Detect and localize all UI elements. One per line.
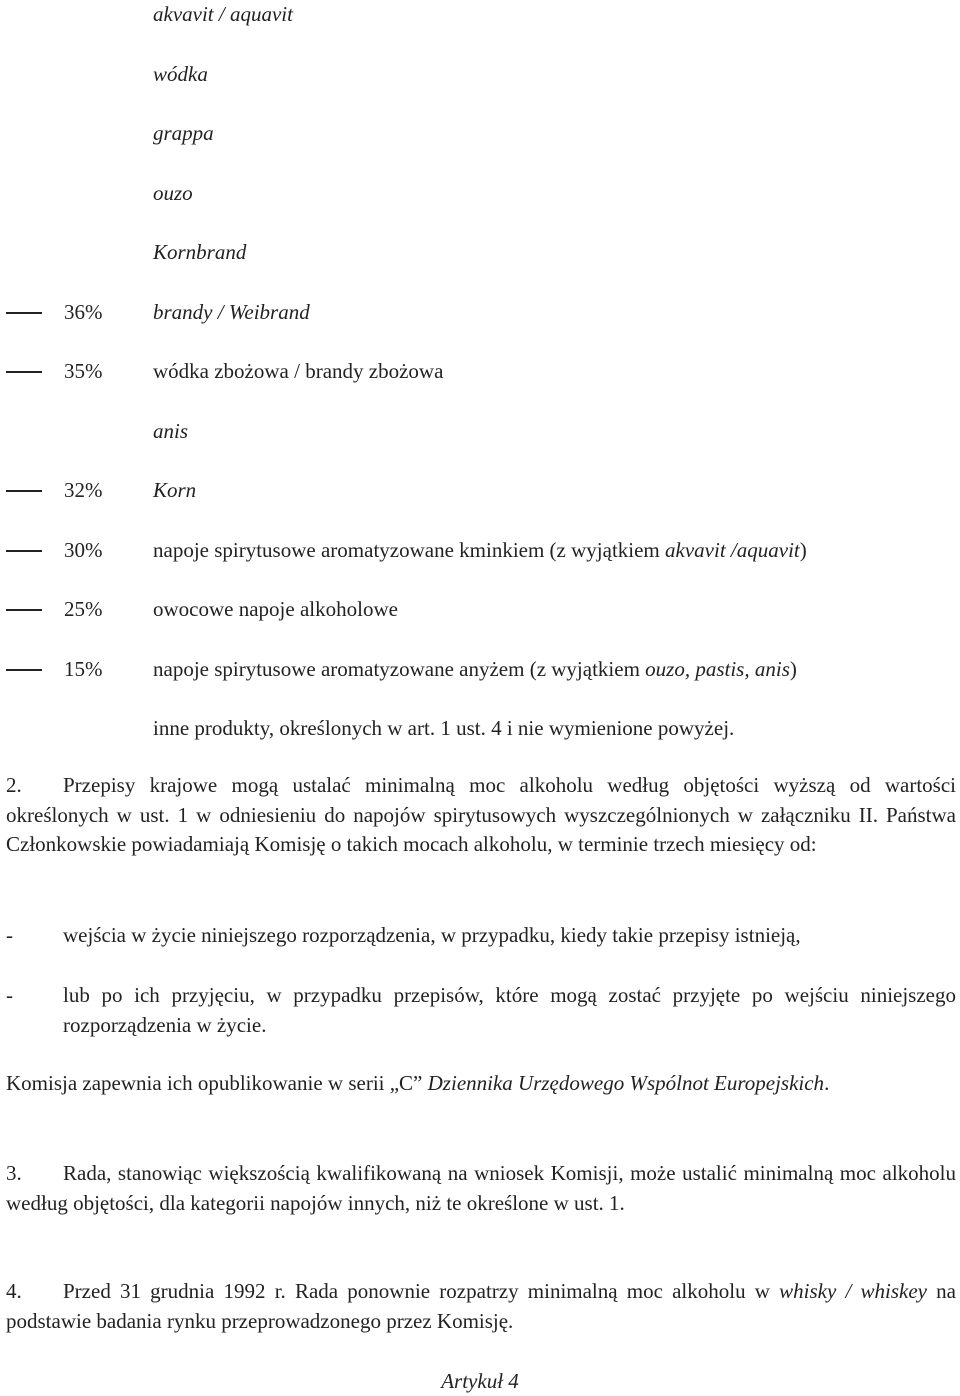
paragraph-3 xyxy=(6,1159,956,1218)
paragraph-number: 4. xyxy=(6,1279,22,1303)
list-item xyxy=(0,535,960,565)
paragraph-number: 3. xyxy=(6,1161,22,1185)
italic-term: anis xyxy=(153,418,189,443)
list-item xyxy=(0,416,960,446)
list-item-text xyxy=(153,713,734,743)
strength-percent: 35% xyxy=(64,359,103,383)
list-item-text xyxy=(153,416,188,446)
list-item-text xyxy=(153,654,797,684)
italic-term: akvavit /aquavit xyxy=(665,537,800,562)
list-item-text xyxy=(153,178,193,208)
text-part: owocowe napoje alkoholowe xyxy=(153,597,398,621)
italic-term: brandy / Weibrand xyxy=(153,299,310,324)
text-part: napoje spirytusowe aromatyzowane anyżem (z wyjątkiem xyxy=(153,656,646,681)
list-item-text xyxy=(153,356,443,386)
strength-percent: 30% xyxy=(64,537,103,562)
whisky-term: whisky / whiskey xyxy=(779,1279,927,1303)
paragraph-text: Rada, stanowiąc większością kwalifikowaną na wniosek Komisji, może ustalić minimalną moc alkoholu według objętości, dla kategorii napojów innych, niż te określone w ust. 1. xyxy=(6,1161,956,1215)
text-part: inne produkty, określonych w art. 1 ust. 4 i nie wymienione powyżej. xyxy=(153,716,735,740)
italic-term: ouzo, pastis, anis xyxy=(645,656,790,681)
bullet-text: lub po ich przyjęciu, w przypadku przepisów, które mogą zostać przyjęte po wejściu niniejszego rozporządzenia w życie. xyxy=(63,983,956,1037)
strength-percent: 32% xyxy=(64,478,103,502)
bullet-mark: - xyxy=(6,983,13,1007)
list-item-text xyxy=(153,59,208,89)
list-item xyxy=(0,178,960,208)
bullet-text: wejścia w życie niniejszego rozporządzenia, w przypadku, kiedy takie przepisy istnieją, xyxy=(63,923,801,947)
dash-mark xyxy=(6,550,42,552)
list-item xyxy=(0,356,960,386)
list-item-text xyxy=(153,237,246,267)
strength-percent: 36% xyxy=(64,299,103,324)
list-item xyxy=(0,654,960,684)
journal-title: Dziennika Urzędowego Wspólnot Europejskich xyxy=(427,1071,825,1095)
article-heading: Artykuł 4 xyxy=(441,1369,519,1393)
publication-text: Komisja zapewnia ich opublikowanie w serii „C” xyxy=(6,1071,423,1095)
bullet-item xyxy=(6,921,956,951)
dash-mark xyxy=(6,371,42,373)
paragraph-number: 2. xyxy=(6,773,22,797)
text-part: napoje spirytusowe aromatyzowane kminkiem (z wyjątkiem xyxy=(153,537,666,562)
list-item xyxy=(0,0,960,29)
list-item-text xyxy=(153,594,398,624)
italic-term: Kornbrand xyxy=(153,240,247,264)
publication-end: . xyxy=(824,1071,830,1095)
list-item-text xyxy=(153,535,807,565)
strength-percent: 15% xyxy=(64,656,103,681)
bullet-item xyxy=(6,981,956,1040)
dash-mark xyxy=(6,312,42,314)
list-item-text xyxy=(153,0,293,29)
italic-term: wódka xyxy=(153,61,208,86)
text-part: ) xyxy=(789,656,797,681)
list-item xyxy=(0,59,960,89)
list-item xyxy=(0,713,960,743)
paragraph-4 xyxy=(6,1277,956,1336)
text-part: ) xyxy=(799,537,807,562)
list-item xyxy=(0,118,960,148)
italic-term: akvavit / aquavit xyxy=(153,2,293,26)
list-item xyxy=(0,594,960,624)
paragraph-text: Przed 31 grudnia 1992 r. Rada ponownie rozpatrzy minimalną moc alkoholu w xyxy=(63,1279,780,1303)
list-item-text xyxy=(153,475,196,505)
text-part: wódka zbożowa / brandy zbożowa xyxy=(153,359,444,383)
paragraph-2 xyxy=(6,771,956,860)
strength-percent: 25% xyxy=(64,597,103,621)
italic-term: grappa xyxy=(153,121,214,145)
dash-mark xyxy=(6,609,42,611)
dash-mark xyxy=(6,669,42,671)
publication-paragraph xyxy=(6,1069,956,1099)
paragraph-text: Przepisy krajowe mogą ustalać minimalną moc alkoholu według objętości wyższą od wartości określonych w ust. 1 w odniesieniu do napojów spirytusowych wyszczególnionych w załączniku II. Państwa Członkowskie powiadamiają Komisję o takich mocach alkoholu, w terminie trzech miesięcy od: xyxy=(6,773,956,856)
italic-term: Korn xyxy=(153,478,197,502)
list-item xyxy=(0,237,960,267)
bullet-mark: - xyxy=(6,923,13,947)
dash-mark xyxy=(6,490,42,492)
paragraph-text-end: na podstawie badania rynku przeprowadzonego przez Komisję. xyxy=(6,1279,956,1333)
list-item-text xyxy=(153,118,214,148)
list-item-text xyxy=(153,297,310,327)
list-item xyxy=(0,475,960,505)
italic-term: ouzo xyxy=(153,180,193,205)
list-item xyxy=(0,297,960,327)
